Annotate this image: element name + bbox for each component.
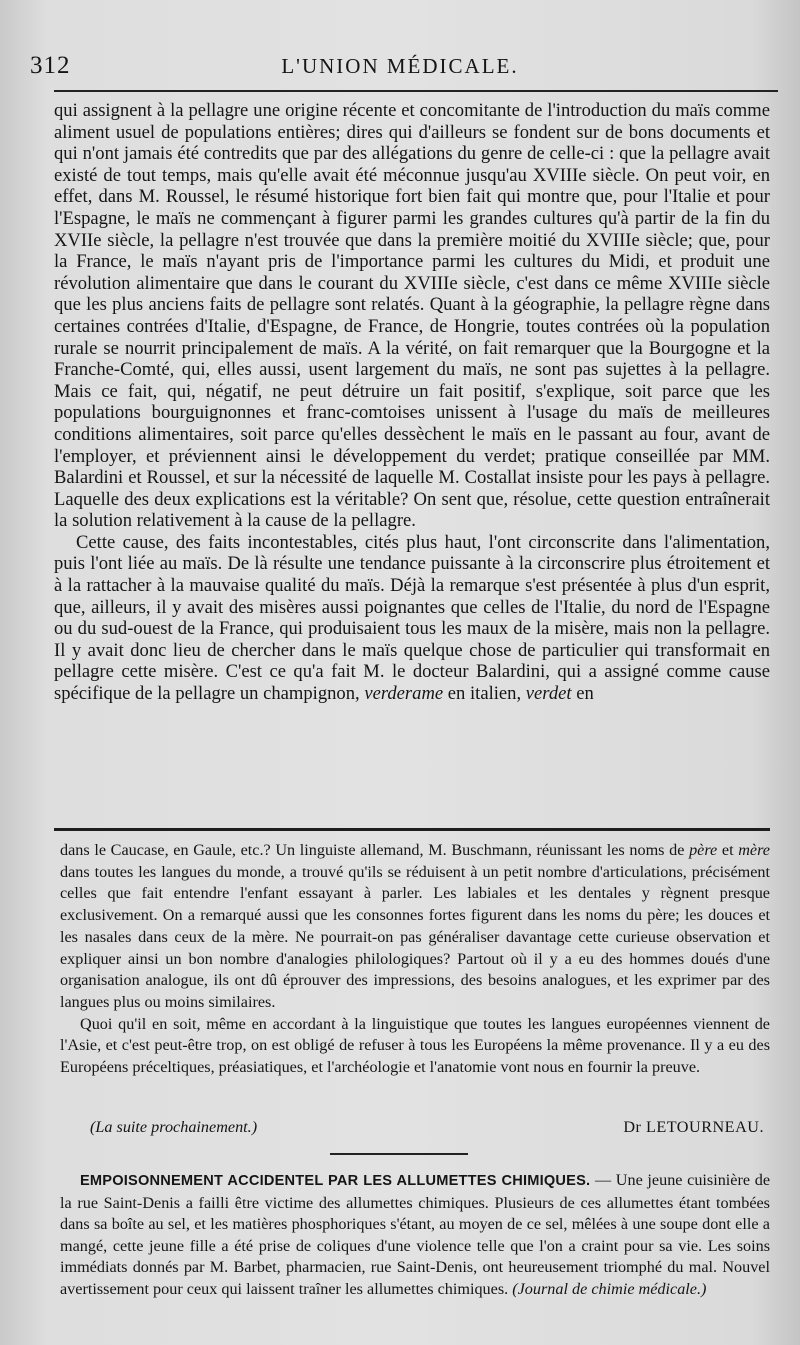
short-rule — [330, 1153, 468, 1155]
main-body — [54, 100, 770, 705]
italic-term-verdet: verdet — [525, 683, 572, 705]
italic-term-pere: père — [689, 841, 718, 859]
article-source: (Journal de chimie médicale.) — [512, 1279, 707, 1298]
main-tail-between: en italien, — [447, 683, 522, 705]
footnote-block — [60, 840, 770, 1079]
page-header — [30, 52, 770, 86]
italic-term-verderame: verderame — [364, 683, 444, 705]
page-number: 312 — [30, 52, 71, 79]
main-tail-end: en — [576, 683, 594, 705]
footnote-paragraph-2: Quoi qu'il en soit, même en accordant à la linguistique que toutes les langues européennes viennent de l'Asie, et c'est peut-être trop, on est obligé de refuser à tous les Européens la même provenance. Il y a eu des Européens préceltiques, préasiatiques, et l'archéologie et l'anatomie vont nous en fournir la preuve. — [60, 1014, 770, 1077]
news-article — [60, 1170, 770, 1301]
main-paragraph-2 — [54, 532, 770, 705]
footnote-text-b: dans toutes les langues du monde, a trouvé qu'ils se réduisent à un petit nombre d'articulations, précisément celles que fait entendre l'enfant essayant à parler. Les labiales et les dentales y règnent presque exclusivement. On a remarqué aussi que les consonnes fortes figurent dans les noms du père; les douces et les nasales dans ceux de la mère. Ne pourrait-on pas généraliser davantage cette curieuse observation et expliquer ainsi un bon nombre d'analogies philologiques? Partout où il y a eu des hommes doués d'une organisation analogue, ils ont dû éprouver des impressions, des besoins analogues, et les exprimer par des langues plus ou moins similaires. — [60, 862, 770, 1011]
italic-term-mere: mère — [738, 841, 770, 859]
footnote-text-a: dans le Caucase, en Gaule, etc.? Un linguiste allemand, M. Buschmann, réunissant les noms de — [60, 841, 685, 859]
footnote-paragraph-1 — [60, 840, 770, 1014]
article-headline: EMPOISONNEMENT ACCIDENTEL PAR LES ALLUMETTES CHIMIQUES. — [80, 1173, 591, 1189]
footnote-and: et — [721, 841, 734, 859]
article-body: — Une jeune cuisinière de la rue Saint-Denis a failli être victime des allumettes chimiques. Plusieurs de ces allumettes étant tombées dans sa boîte au sel, et les matières phosphoriques s'étant, au moyen de ce sel, mêlées à une soupe dont elle a mangé, cette jeune fille a été prise de coliques d'une violence telle que l'on a craint pour sa vie. Les soins immédiats donnés par M. Barbet, pharmacien, rue Saint-Denis, ont heureusement triomphé du mal. Nouvel avertissement pour ceux qui laissent traîner les allumettes chimiques. — [60, 1171, 771, 1298]
author-signature: Dr LETOURNEAU. — [623, 1118, 764, 1136]
continuation-note: (La suite prochainement.) — [90, 1118, 258, 1136]
section-rule — [54, 828, 770, 831]
running-title: L'UNION MÉDICALE. — [281, 54, 519, 78]
main-paragraph-2-text: Cette cause, des faits incontestables, cités plus haut, l'ont circonscrite dans l'alimentation, puis l'ont liée au maïs. De là résulte une tendance puissante à la circonscrire plus étroitement et à la rattacher à la mauvaise qualité du maïs. Déjà la remarque s'est présentée à plus d'un esprit, que, ailleurs, il y avait des misères aussi poignantes que celles de l'Italie, du nord de l'Espagne ou du sud-ouest de la France, qui produisaient tous les maux de la misère, mais non la pellagre. Il y avait donc lieu de chercher dans le maïs quelque chose de particulier qui transformait en pellagre cette misère. C'est ce qu'a fait M. le docteur Balardini, qui a assigné comme cause spécifique de la pellagre un champignon, — [54, 531, 770, 705]
header-rule — [54, 90, 778, 92]
main-paragraph-1: qui assignent à la pellagre une origine récente et concomitante de l'introduction du maïs comme aliment usuel de populations entières; dires qui d'ailleurs se fondent sur de bons documents et qui n'ont jamais été contredits que par des allégations du genre de celle-ci : que la pellagre avait existé de tout temps, mais qu'elle avait été méconnue jusqu'au XVIIIe siècle. On peut voir, en effet, dans M. Roussel, le résumé historique fort bien fait qui montre que, pour l'Italie et pour l'Espagne, le maïs ne commençant à figurer parmi les grandes cultures qu'à partir de la fin du XVIIe siècle, la pellagre n'est trouvée que dans la première moitié du XVIIIe siècle; que, pour la France, le maïs n'ayant pris de l'importance parmi les cultures du Midi, et produit une révolution alimentaire que dans le courant du XVIIIe siècle, c'est dans ce même XVIIIe siècle que les plus anciens faits de pellagre sont relatés. Quant à la géographie, la pellagre règne dans certaines contrées d'Italie, d'Espagne, de France, de Hongrie, toutes contrées où la population rurale se nourrit principalement de maïs. A la vérité, on fait remarquer que la Bourgogne et la Franche-Comté, qui, elles aussi, usent largement du maïs, ne sont pas sujettes à la pellagre. Mais ce fait, qui, négatif, ne peut détruire un fait positif, s'explique, soit parce que les populations bourguignonnes et franc-comtoises unissent à l'usage du maïs de meilleures conditions alimentaires, soit parce qu'elles dessèchent le maïs en le passant au four, avant de l'employer, et préviennent ainsi le développement du verdet; pratique conseillée par MM. Balardini et Roussel, et sur la nécessité de laquelle M. Costallat insiste pour les pays à pellagre. Laquelle des deux explications est la véritable? On sent que, résolue, cette question entraînerait la solution relativement à la cause de la pellagre. — [54, 100, 770, 532]
signature-line — [90, 1118, 764, 1140]
